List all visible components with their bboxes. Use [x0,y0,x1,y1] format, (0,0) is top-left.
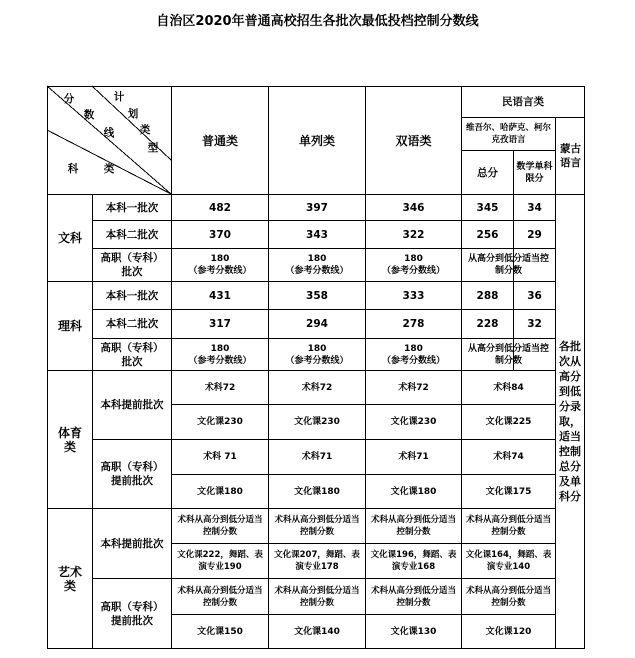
cell-lk-b2-4: 32 [527,318,542,330]
cell-lk-gz-3: 从高分到低分适当控制分数 [467,343,549,366]
col-header-minyu: 民语言类 [502,96,544,108]
batch-ty-gz [93,440,171,508]
cell-wk-gz-1: 180 （参考分数线） [285,254,349,276]
cell-lk-b2-2: 278 [402,318,425,330]
col-header-danlie: 单列类 [298,133,335,148]
cell-ys-bk-wen-2: 文化课196，舞蹈、表演专业168 [370,550,457,572]
cell-ty-bk-wen-3: 文化课225 [485,417,532,427]
cell-lk-b1-2: 333 [402,289,425,302]
cell-ys-gz-wen-1: 文化课140 [294,626,340,637]
row-group-tiyu-label: 体育类 [57,425,82,454]
batch-lk-b1: 本科一批次 [105,289,159,302]
diag-ke: 科 [67,163,79,175]
col-header-shuangyu: 双语类 [395,133,432,148]
diag-lei: 类 [139,124,151,136]
batch-ty-gz-label: 高职（专科）提前批次 [100,461,164,487]
cell-ys-bk-shu-2: 术科从高分到低分适当控制分数 [370,515,456,537]
cell-ys-bk-wen-0: 文化课222，舞蹈、表演专业190 [177,550,263,572]
col-header-menggu [557,118,584,194]
cell-ys-gz-shu-0: 术科从高分到低分适当控制分数 [177,585,263,608]
batch-lk-gz-label: 高职（专科）批次 [100,341,164,368]
cell-ys-gz-shu-3: 术科从高分到低分适当控制分数 [465,585,551,608]
menggu-note [556,195,584,648]
row-group-wenke: 文科 [57,231,82,245]
cell-ys-gz-shu-2: 术科从高分到低分适当控制分数 [370,585,456,608]
col-header-weiwuer: 维吾尔、哈萨克、柯尔克孜语言 [465,123,551,145]
cell-wk-b1-2: 346 [402,201,425,214]
cell-ty-bk-shu-3: 术科84 [493,382,524,393]
cell-ty-gz-wen-0: 文化课180 [197,486,243,497]
cell-lk-b2-1: 294 [306,318,328,330]
cell-ys-bk-shu-3: 术科从高分到低分适当控制分数 [465,515,551,537]
cell-ys-gz-wen-3: 文化课120 [485,626,532,637]
page-title: 自治区2020年普通高校招生各批次最低投档控制分数线 [156,14,479,29]
cell-ty-gz-wen-3: 文化课175 [485,486,532,497]
cell-wk-b1-4: 34 [527,201,542,214]
diag-shu: 数 [83,109,95,121]
menggu-note-text: 各批次从高分到低分录取，适当控制总分及单科分 [559,340,581,503]
col-header-shuxue: 数学单科限分 [516,161,553,184]
batch-wk-b1: 本科一批次 [105,201,159,214]
cell-ty-bk-wen-0: 文化课230 [197,417,243,427]
cell-ys-bk-shu-0: 术科从高分到低分适当控制分数 [177,515,263,537]
batch-wk-gz [93,249,171,281]
cell-lk-gz-0: 180 （参考分数线） [188,343,252,366]
diag-xian: 线 [103,127,115,139]
batch-ty-bk: 本科提前批次 [100,399,164,411]
cell-ys-bk-wen-1: 文化课207，舞蹈、表演专业178 [274,550,360,572]
col-header-menggu-label: 蒙古语言 [560,143,581,169]
cell-ty-gz-shu-3: 术科74 [493,452,524,462]
cell-ys-bk-wen-3: 文化课164，舞蹈、表演专业140 [465,550,552,572]
diag-hua: 划 [127,108,139,120]
cell-lk-gz-1: 180 （参考分数线） [285,343,349,366]
cell-lk-gz-2: 180 （参考分数线） [381,343,445,366]
batch-ys-gz-label: 高职（专科）提前批次 [100,600,164,627]
cell-lk-b1-0: 431 [209,289,231,302]
cell-wk-b2-0: 370 [209,228,231,241]
diag-lei2: 类 [103,163,115,175]
cell-ty-gz-wen-1: 文化课180 [294,486,340,497]
cell-wk-b2-1: 343 [306,228,328,241]
cell-ty-gz-shu-0: 术科 71 [203,452,237,462]
cell-lk-b1-1: 358 [306,289,328,302]
cell-ys-bk-shu-1: 术科从高分到低分适当控制分数 [274,515,360,537]
cell-ys-gz-wen-0: 文化课150 [197,626,243,637]
batch-ys-bk: 本科提前批次 [100,537,164,550]
batch-lk-b2: 本科二批次 [105,318,159,330]
col-header-zongfen: 总分 [477,166,498,179]
cell-wk-b1-3: 345 [476,201,499,214]
cell-lk-b1-3: 288 [476,289,499,302]
batch-wk-gz-label: 高职（专科）批次 [100,252,164,278]
diag-xing: 型 [147,142,159,154]
cell-lk-b2-3: 228 [476,318,499,330]
cell-ty-bk-wen-2: 文化课230 [390,417,437,427]
cell-ty-bk-shu-1: 术科72 [301,382,333,393]
batch-ys-gz [93,579,171,648]
cell-wk-b2-3: 256 [476,228,499,241]
cell-wk-gz-3: 从高分到低分适当控制分数 [467,254,549,276]
cell-lk-b2-0: 317 [209,318,231,330]
row-group-tiyu [48,371,92,508]
diag-fen: 分 [63,93,75,105]
row-group-like: 理科 [57,319,82,333]
cell-wk-gz-0: 180 （参考分数线） [188,254,252,276]
cell-ty-gz-shu-1: 术科71 [301,452,333,462]
cell-wk-b2-2: 322 [402,228,425,241]
cell-lk-b1-4: 36 [527,289,542,302]
col-header-putong: 普通类 [201,133,238,148]
batch-lk-gz [93,339,171,370]
cell-wk-b2-4: 29 [527,228,542,241]
cell-wk-gz-2: 180 （参考分数线） [381,254,445,276]
batch-wk-b2: 本科二批次 [105,228,159,241]
diag-ji: 计 [113,91,125,103]
cell-ys-gz-wen-2: 文化课130 [390,626,437,637]
cell-ty-bk-shu-0: 术科72 [204,382,236,393]
row-group-yishu-label: 艺术类 [57,564,82,593]
row-group-yishu [48,509,92,648]
cell-wk-b1-0: 482 [209,201,231,214]
cell-ty-gz-wen-2: 文化课180 [390,486,437,497]
cell-ty-gz-shu-2: 术科71 [398,452,429,462]
cell-ty-bk-wen-1: 文化课230 [294,417,340,427]
cell-ys-gz-shu-1: 术科从高分到低分适当控制分数 [274,585,360,608]
cell-ty-bk-shu-2: 术科72 [398,382,429,393]
cell-wk-b1-1: 397 [306,201,328,214]
